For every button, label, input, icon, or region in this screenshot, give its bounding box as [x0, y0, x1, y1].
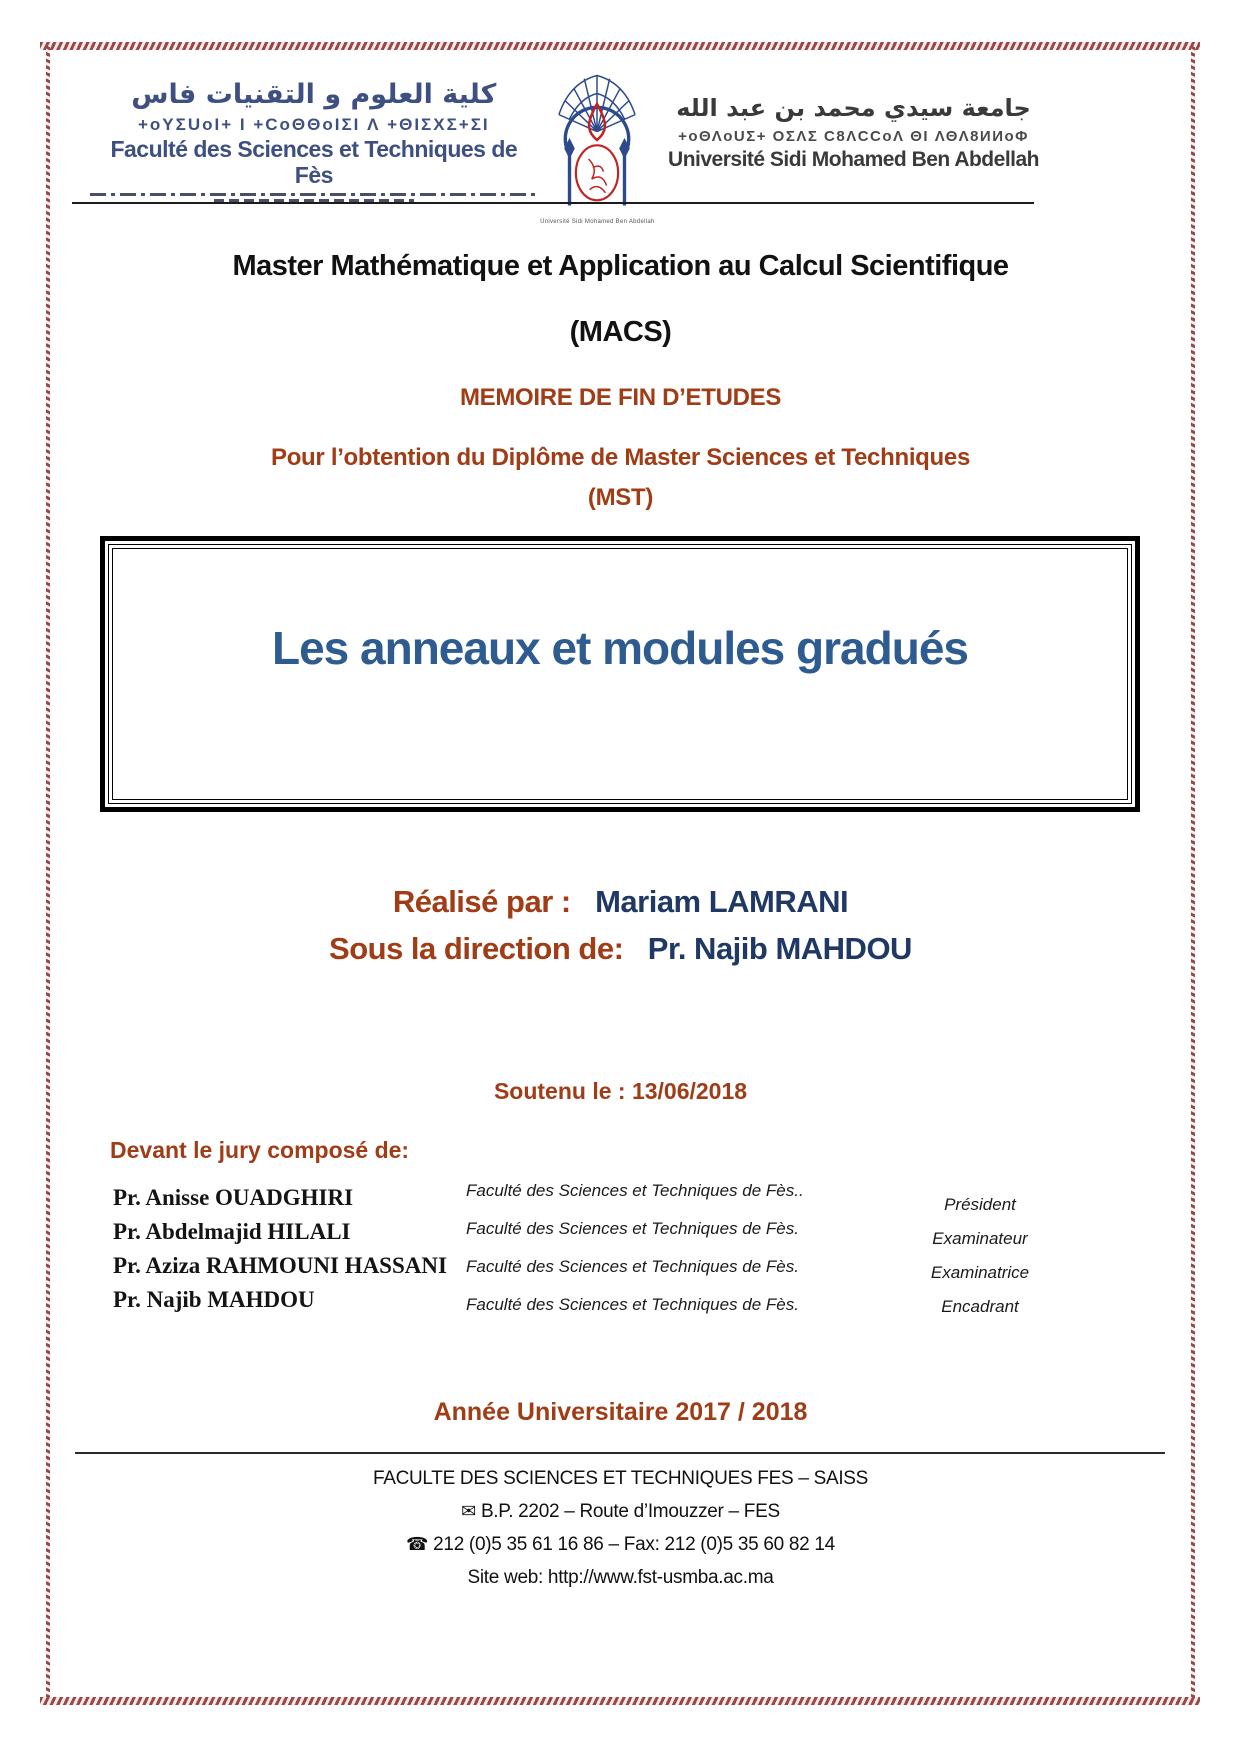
defense-date: Soutenu le : 13/06/2018 — [493, 1078, 748, 1104]
logo-caption: Université Sidi Mohamed Ben Abdellah — [540, 219, 655, 225]
frame-right-border — [1191, 46, 1195, 1697]
jury-member-affiliation: Faculté des Sciences et Techniques de Fès.. — [466, 1181, 804, 1200]
jury-member-role: Examinatrice — [930, 1263, 1030, 1282]
supervisor-label: Sous la direction de: — [329, 931, 624, 966]
jury-names-column — [113, 1181, 447, 1317]
footer-faculty-line: FACULTE DES SCIENCES ET TECHNIQUES FES – SAISS — [372, 1468, 869, 1489]
jury-member-role: Examinateur — [932, 1229, 1028, 1248]
jury-member-name: Pr. Aziza RAHMOUNI HASSANI — [113, 1253, 447, 1278]
jury-member-affiliation: Faculté des Sciences et Techniques de Fès. — [466, 1295, 799, 1314]
supervisor-name: Pr. Najib MAHDOU — [647, 931, 912, 966]
faculty-name-french: Faculté des Sciences et Techniques de Fès — [110, 136, 518, 188]
jury-member-role: Encadrant — [941, 1297, 1019, 1316]
university-name-arabic: جامعة سيدي محمد بن عبد الله — [676, 94, 1031, 122]
jury-member-name: Pr. Abdelmajid HILALI — [113, 1219, 351, 1244]
author-line — [0, 878, 1241, 925]
jury-roles-column — [870, 1188, 1090, 1324]
supervisor-line — [0, 925, 1241, 972]
university-name-tifinagh: +oΘΛoUΣ+ ΟΣΛΣ C8ΛCCoΛ ΘI ΛΘΛ8ИИoΦ — [678, 128, 1029, 145]
thesis-title-box — [100, 536, 1140, 812]
footer-website-line: Site web: http://www.fst-usmba.ac.ma — [467, 1567, 774, 1588]
phone-icon: ☎ — [406, 1534, 429, 1554]
author-name: Mariam LAMRANI — [595, 884, 849, 919]
frame-top-border — [40, 42, 1200, 50]
jury-affiliations-column — [466, 1172, 804, 1324]
memoire-heading: MEMOIRE DE FIN D’ETUDES — [459, 384, 782, 411]
faculty-name-tifinagh: +oYΣUoI+ I +CoΘΘoIΣI Λ +ΘIΣXΣ+ΣI — [138, 115, 490, 134]
master-program-title: Master Mathématique et Application au Calcul Scientifique — [232, 250, 1009, 282]
footer — [0, 1462, 1241, 1594]
jury-member-name: Pr. Anisse OUADGHIRI — [113, 1185, 354, 1210]
footer-address-line — [0, 1495, 1241, 1528]
footer-divider — [75, 1452, 1165, 1454]
header-divider — [72, 202, 1034, 204]
faculty-underline — [90, 193, 538, 196]
frame-left-border — [46, 46, 50, 1697]
jury-member-affiliation: Faculté des Sciences et Techniques de Fès. — [466, 1219, 799, 1238]
mail-icon: ✉ — [461, 1501, 476, 1521]
faculty-name-arabic: كلية العلوم و التقنيات فاس — [131, 79, 497, 110]
master-program-acronym: (MACS) — [569, 316, 672, 348]
jury-member-name: Pr. Najib MAHDOU — [113, 1287, 315, 1312]
jury-member-affiliation: Faculté des Sciences et Techniques de Fès. — [466, 1257, 799, 1276]
academic-year: Année Universitaire 2017 / 2018 — [433, 1398, 808, 1426]
author-label: Réalisé par : — [392, 884, 571, 919]
frame-bottom-border — [40, 1697, 1200, 1705]
diploma-heading: Pour l’obtention du Diplôme de Master Sciences et Techniques — [270, 444, 970, 471]
footer-phone-line — [0, 1528, 1241, 1561]
university-name-french: Université Sidi Mohamed Ben Abdellah — [668, 148, 1039, 171]
jury-heading: Devant le jury composé de: — [110, 1137, 410, 1163]
diploma-acronym: (MST) — [587, 484, 654, 511]
footer-address-text: B.P. 2202 – Route d’Imouzzer – FES — [480, 1501, 780, 1522]
jury-member-role: Président — [944, 1195, 1016, 1214]
footer-phone-text: 212 (0)5 35 61 16 86 – Fax: 212 (0)5 35 60 82 14 — [433, 1534, 835, 1555]
university-emblem-icon — [541, 66, 653, 214]
thesis-title: Les anneaux et modules gradués — [271, 622, 968, 674]
